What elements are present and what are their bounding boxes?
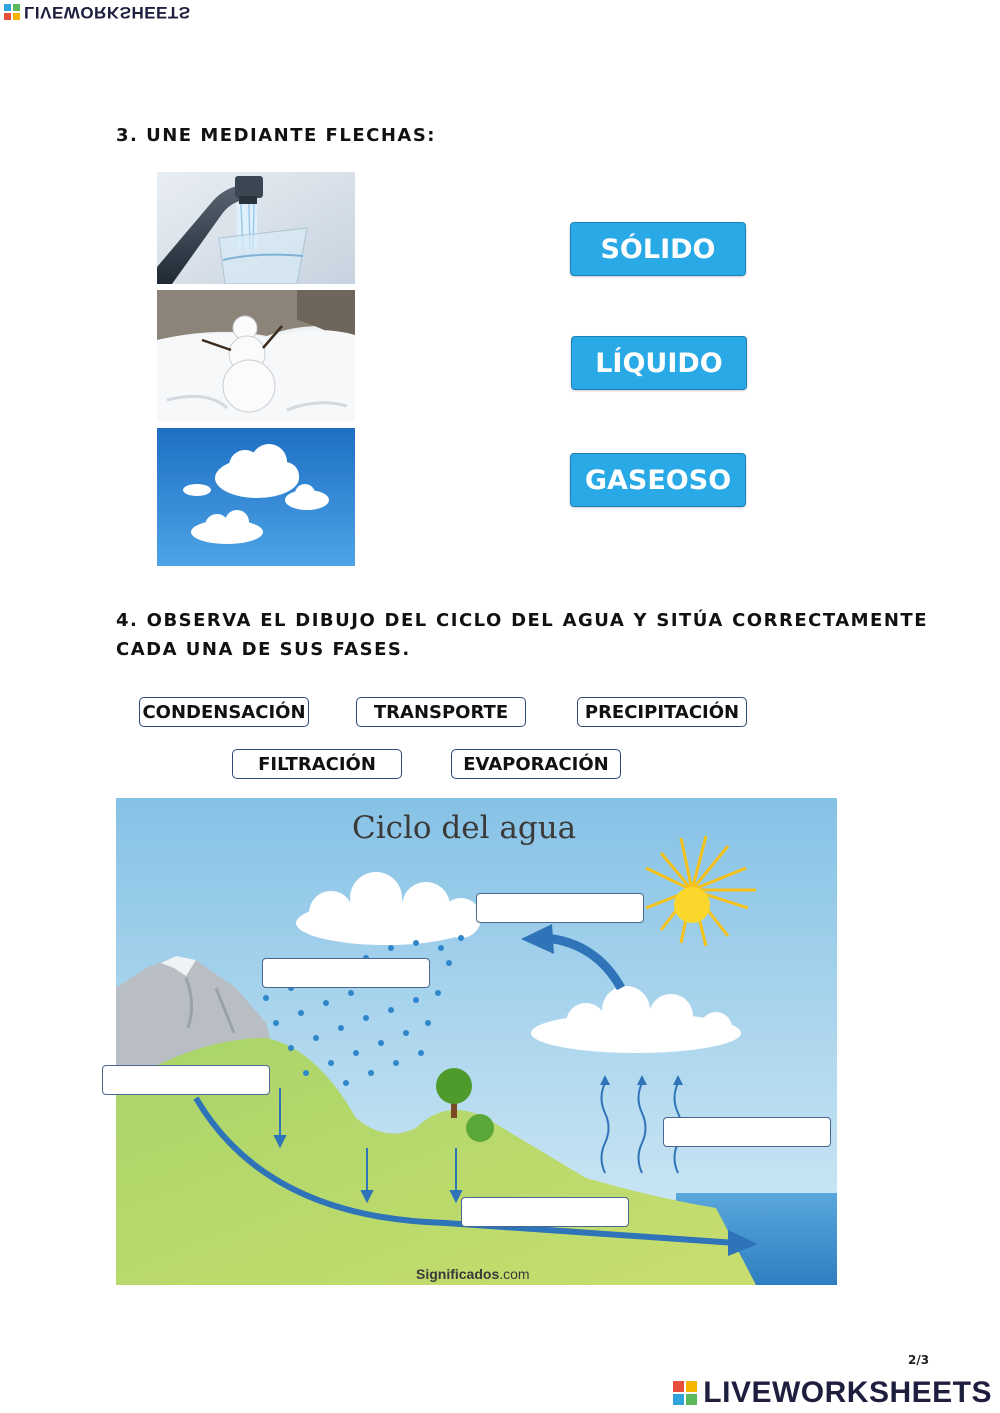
diagram-title: Ciclo del agua bbox=[352, 810, 577, 846]
photo-clouds bbox=[157, 428, 355, 566]
answer-box-over-rain[interactable] bbox=[262, 958, 430, 988]
diagram-credit bbox=[416, 1266, 530, 1282]
state-button-liquido[interactable]: LÍQUIDO bbox=[571, 336, 747, 390]
word-transporte[interactable]: TRANSPORTE bbox=[356, 697, 526, 727]
question-4-title: 4. OBSERVA EL DIBUJO DEL CICLO DEL AGUA Y SITÚA CORRECTAMENTE CADA UNA DE SUS FASES. bbox=[116, 610, 928, 660]
page-number: 2/3 bbox=[908, 1353, 930, 1367]
state-button-gaseoso[interactable]: GASEOSO bbox=[570, 453, 746, 507]
answer-box-right[interactable] bbox=[663, 1117, 831, 1147]
diagram-credit-name: Significados bbox=[416, 1266, 500, 1282]
liveworksheets-logo-icon bbox=[673, 1381, 697, 1405]
photo-water-tap bbox=[157, 172, 355, 284]
liveworksheets-logo-top bbox=[4, 2, 191, 22]
word-filtracion[interactable]: FILTRACIÓN bbox=[232, 749, 402, 779]
answer-box-left[interactable] bbox=[102, 1065, 270, 1095]
word-evaporacion[interactable]: EVAPORACIÓN bbox=[451, 749, 621, 779]
word-condensacion[interactable]: CONDENSACIÓN bbox=[139, 697, 309, 727]
answer-box-bottom[interactable] bbox=[461, 1197, 629, 1227]
logo-text-top: LIVEWORKSHEETS bbox=[24, 3, 191, 22]
photo-snowman bbox=[157, 290, 355, 422]
diagram-credit-suffix: .com bbox=[499, 1266, 530, 1282]
question-3-title: 3. UNE MEDIANTE FLECHAS: bbox=[116, 125, 436, 146]
state-button-solido[interactable]: SÓLIDO bbox=[570, 222, 746, 276]
liveworksheets-logo-bottom[interactable] bbox=[673, 1376, 992, 1410]
answer-box-near-sun[interactable] bbox=[476, 893, 644, 923]
word-precipitacion[interactable]: PRECIPITACIÓN bbox=[577, 697, 747, 727]
logo-text-bottom: LIVEWORKSHEETS bbox=[703, 1376, 992, 1409]
liveworksheets-logo-icon bbox=[4, 4, 20, 20]
